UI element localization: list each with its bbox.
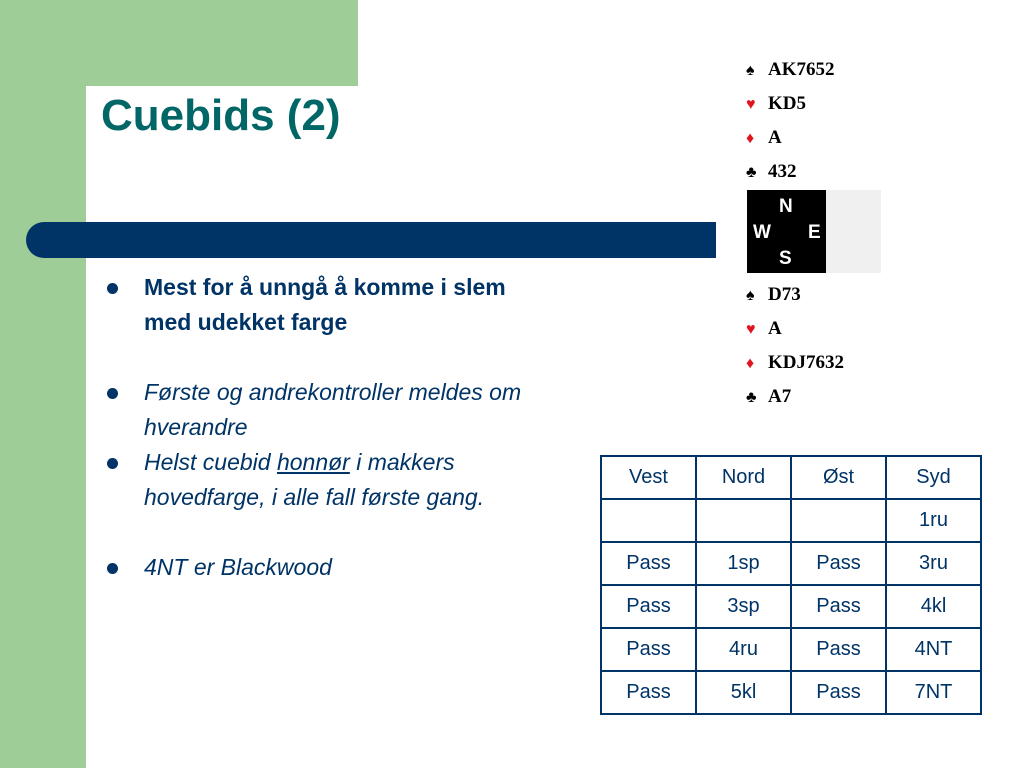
south-hearts-cards: A [768,318,782,339]
table-row [601,671,981,714]
column-header: Vest [601,456,696,499]
south-hearts [746,317,782,341]
table-row [601,628,981,671]
table-cell: 4kl [886,585,981,628]
bullet-text-start: Helst cuebid [144,449,277,475]
south-diamonds [746,351,844,375]
north-clubs-cards: 432 [768,161,797,182]
table-cell: Pass [601,628,696,671]
south-clubs [746,385,791,409]
bullet-text-end: i makkers hovedfarge, i alle fall første gang. [144,449,485,510]
bullet-text: Mest for å unngå å komme i slem med udekket farge [144,274,506,335]
spade-icon: ♠ [746,287,755,304]
table-cell: 5kl [696,671,791,714]
table-row [601,542,981,585]
column-header: Øst [791,456,886,499]
diamond-icon: ♦ [746,355,755,372]
bullet-icon [107,458,118,469]
table-row [601,499,981,542]
south-spades-cards: D73 [768,284,801,305]
compass-diagram [747,190,881,273]
heart-icon: ♥ [746,321,756,338]
south-diamonds-cards: KDJ7632 [768,352,844,373]
bullet-text: Første og andrekontroller meldes om hverandre [144,379,522,440]
south-clubs-cards: A7 [768,386,792,407]
column-header: Syd [886,456,981,499]
bullet-list [104,270,544,585]
bullet-icon [107,283,118,294]
table-cell: 3sp [696,585,791,628]
title-divider [26,222,716,258]
top-green-band [86,0,358,86]
left-green-band [0,0,86,768]
heart-icon: ♥ [746,96,756,113]
table-cell: Pass [791,542,886,585]
bullet-item [104,445,544,515]
table-cell: Pass [601,542,696,585]
table-cell: Pass [791,671,886,714]
table-cell [791,499,886,542]
north-spades-cards: AK7652 [768,59,835,80]
south-spades [746,283,801,307]
table-cell: 7NT [886,671,981,714]
table-cell: Pass [791,628,886,671]
table-cell: Pass [791,585,886,628]
compass-west: W [753,222,771,243]
table-row [601,585,981,628]
bullet-icon [107,388,118,399]
table-cell: 3ru [886,542,981,585]
compass-east: E [808,222,821,243]
spade-icon: ♠ [746,62,755,79]
club-icon: ♣ [746,389,757,406]
north-clubs [746,160,797,184]
table-cell [696,499,791,542]
column-header: Nord [696,456,791,499]
bullet-item [104,270,544,340]
north-hearts [746,92,806,116]
table-cell: 1sp [696,542,791,585]
north-spades [746,58,835,82]
table-cell [601,499,696,542]
auction-table [600,455,982,715]
club-icon: ♣ [746,164,757,181]
north-diamonds [746,126,782,150]
compass-south: S [779,248,792,269]
bullet-text: 4NT er Blackwood [144,554,332,580]
diamond-icon: ♦ [746,130,755,147]
table-cell: 1ru [886,499,981,542]
north-hearts-cards: KD5 [768,93,806,114]
honnor-link[interactable]: honnør [276,449,350,475]
table-cell: 4NT [886,628,981,671]
bullet-item [104,550,544,585]
table-cell: Pass [601,671,696,714]
slide-title: Cuebids (2) [101,91,341,140]
compass-north: N [779,196,793,217]
table-header-row [601,456,981,499]
table-cell: Pass [601,585,696,628]
table-cell: 4ru [696,628,791,671]
north-diamonds-cards: A [768,127,782,148]
bullet-item [104,375,544,445]
bullet-icon [107,563,118,574]
compass-box [747,190,826,273]
